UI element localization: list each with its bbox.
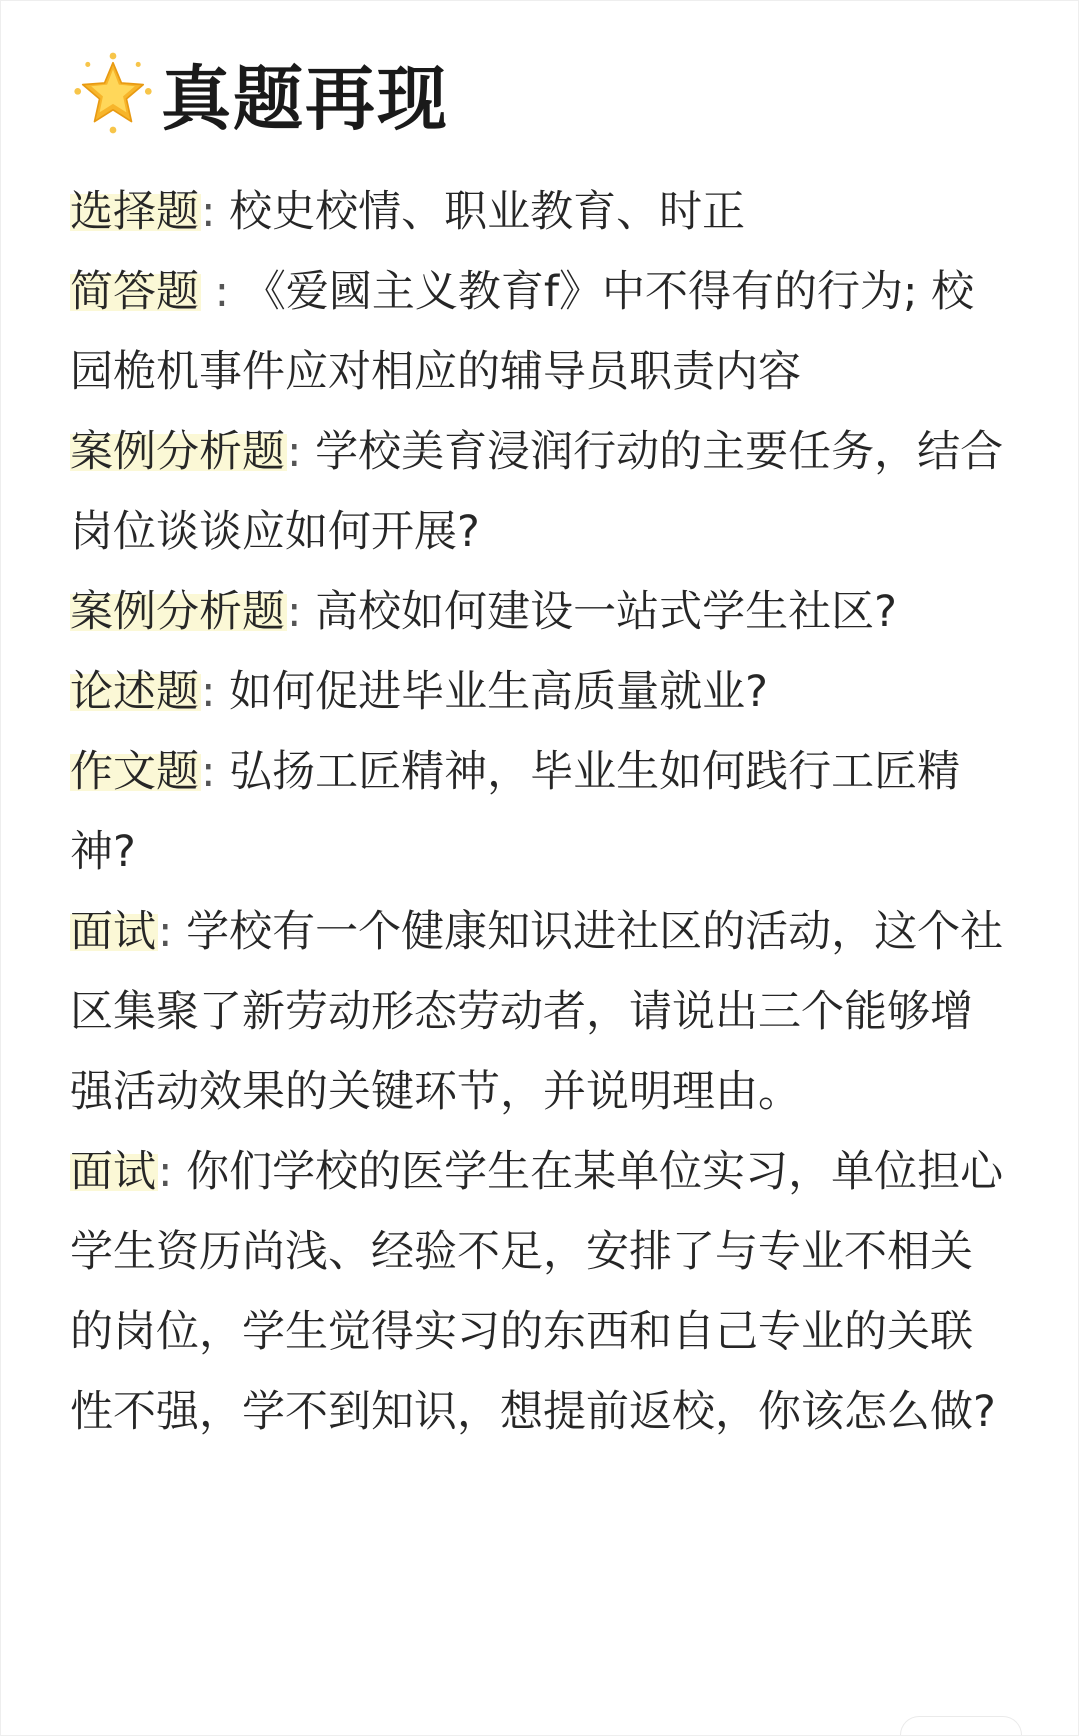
question-type-label: 面试 <box>70 907 156 957</box>
list-item: 作文题: 弘扬工匠精神，毕业生如何践行工匠精神? <box>70 747 961 877</box>
question-text: 如何促进毕业生高质量就业? <box>229 667 768 717</box>
question-type-label: 论述题 <box>70 667 199 717</box>
list-item: 论述题: 如何促进毕业生高质量就业? <box>70 667 768 717</box>
list-item: 案例分析题: 高校如何建设一站式学生社区? <box>70 587 897 637</box>
question-text: 学校有一个健康知识进社区的活动，这个社区集聚了新劳动形态劳动者，请说出三个能够增强活动效果的关键环节，并说明理由。 <box>70 907 1004 1117</box>
list-item: 面试: 你们学校的医学生在某单位实习，单位担心学生资历尚浅、经验不足，安排了与专业不相关的岗位，学生觉得实习的东西和自己专业的关联性不强，学不到知识，想提前返校，你该怎么做? <box>70 1147 1004 1437</box>
title-row <box>71 49 449 140</box>
list-item: 简答题 : 《爱國主义教育f》中不得有的行为; 校园桅机事件应对相应的辅导员职责内容 <box>70 267 975 397</box>
question-type-label: 选择题 <box>70 187 199 237</box>
star-icon <box>71 51 155 135</box>
question-text: 《爱國主义教育f》中不得有的行为; 校园桅机事件应对相应的辅导员职责内容 <box>70 267 975 397</box>
list-item: 选择题: 校史校情、职业教育、时正 <box>70 187 746 237</box>
question-text: 你们学校的医学生在某单位实习，单位担心学生资历尚浅、经验不足，安排了与专业不相关的岗位，学生觉得实习的东西和自己专业的关联性不强，学不到知识，想提前返校，你该怎么做? <box>70 1147 1004 1437</box>
bottom-decoration <box>900 1716 1022 1735</box>
page-title: 真题再现 <box>161 57 449 140</box>
question-type-label: 作文题 <box>70 747 199 797</box>
list-item: 案例分析题: 学校美育浸润行动的主要任务，结合岗位谈谈应如何开展? <box>70 427 1004 557</box>
question-list <box>70 172 1010 1452</box>
question-type-label: 案例分析题 <box>70 427 285 477</box>
question-type-label: 面试 <box>70 1147 156 1197</box>
question-text: 高校如何建设一站式学生社区? <box>315 587 897 637</box>
question-type-label: 案例分析题 <box>70 587 285 637</box>
question-text: 校史校情、职业教育、时正 <box>229 187 746 237</box>
question-type-label: 简答题 <box>70 267 199 317</box>
question-text: 学校美育浸润行动的主要任务，结合岗位谈谈应如何开展? <box>70 427 1004 557</box>
list-item: 面试: 学校有一个健康知识进社区的活动，这个社区集聚了新劳动形态劳动者，请说出三个能够增强活动效果的关键环节，并说明理由。 <box>70 907 1004 1117</box>
question-text: 弘扬工匠精神，毕业生如何践行工匠精神? <box>70 747 961 877</box>
